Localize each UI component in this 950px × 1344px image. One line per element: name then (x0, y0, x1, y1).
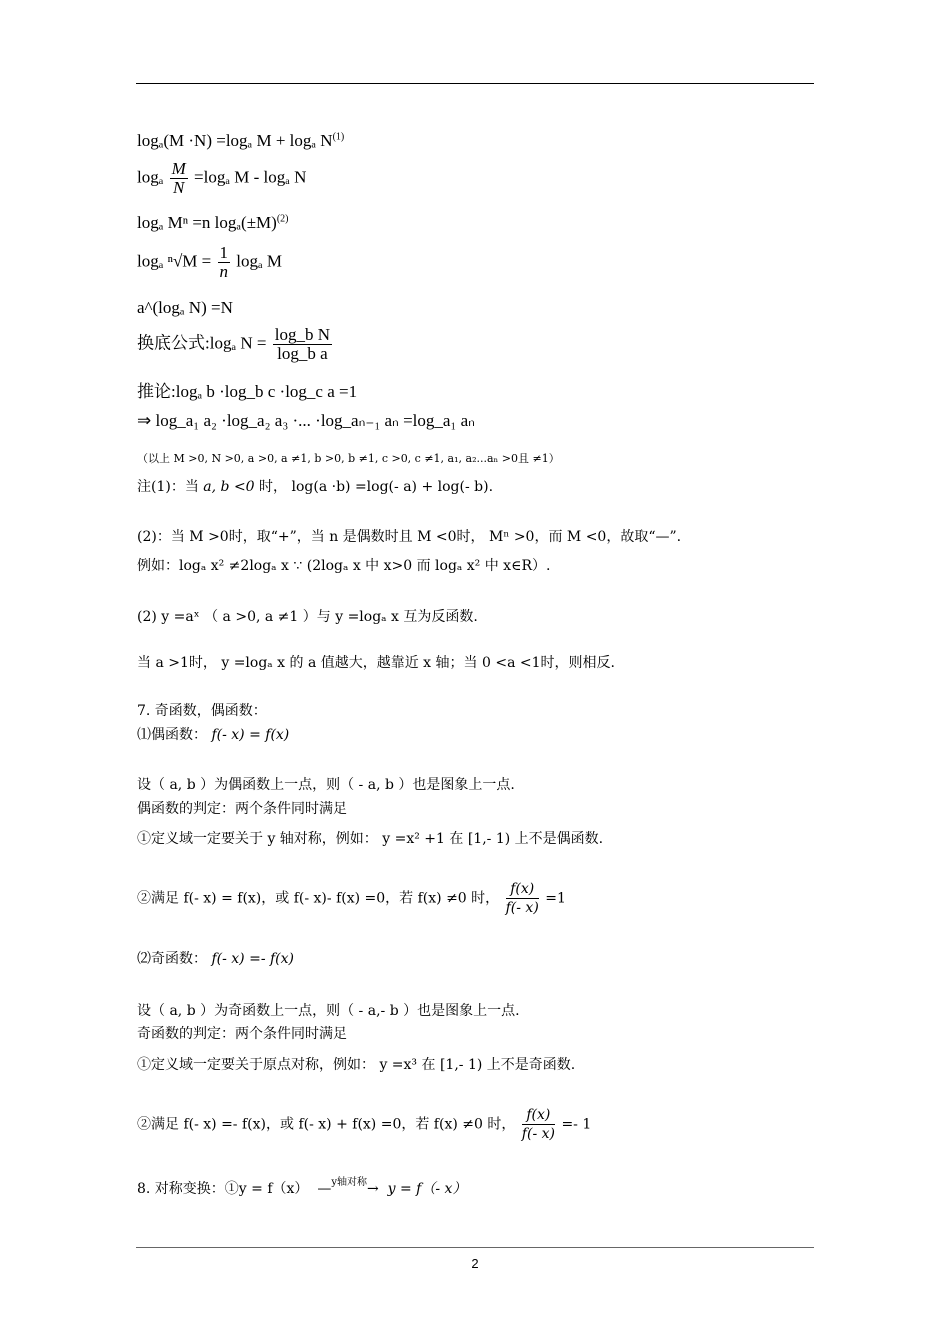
fraction-even-ratio: $\frac{f(x)}{f(- x)}$ (505, 881, 539, 916)
fraction-one-over-n: $\frac{1}{n}$ (219, 243, 229, 281)
condition-note: （以上 M >0, N >0, a >0, a ≠1, b >0, b ≠1, c >0, c ≠1, a₁, a₂...aₙ >0且 ≠1） (137, 452, 560, 465)
arrow-icon: —$^{y轴对称}$→ (312, 1177, 384, 1197)
inverse-function-behavior: 当 a >1时， y =logₐ x 的 a 值越大，越靠近 x 轴；当 0 <a <1时，则相反. (137, 655, 615, 671)
odd-function-definition: ⑵奇函数： f(- x) =- f(x) (137, 951, 294, 967)
fraction-change-of-base: $\frac{\text{log\_b N}}{\text{log\_b a}}$ (274, 325, 330, 363)
formula-change-of-base: 换底公式:logₐ N = $\frac{\text{log\_b N}}{\text{log\_b a}}$ (137, 325, 330, 363)
even-function-point: 设（ a, b ）为偶函数上一点，则（ - a, b ）也是图象上一点. (137, 777, 515, 793)
note-1: 注(1)：当 a, b <0 时， log(a ·b) =log(- a) + log(- b). (137, 479, 494, 495)
note-2-example: 例如：logₐ x² ≠2logₐ x ∵ (2logₐ x 中 x>0 而 logₐ x² 中 x∈R）. (137, 558, 551, 574)
fraction-odd-ratio: $\frac{f(x)}{f(- x)}$ (521, 1107, 555, 1142)
formula-log-power: logₐ Mⁿ =n $\log_a(\pm M)^{(2)}$ (137, 213, 289, 232)
formula-log-root: logₐ ⁿ√M = $\frac{1}{n}$ logₐ M (137, 243, 283, 281)
section-7-title: 7. 奇函数，偶函数： (137, 703, 267, 719)
formula-exp-log-identity: a^(logₐ N) =N (137, 298, 233, 317)
inverse-function-note: (2) y =aˣ （ a >0, a ≠1 ）与 y =logₐ x 互为反函数. (137, 609, 478, 625)
formula-log-product: logₐ(M ·N) =logₐ M + logₐ $N^{(1)}$ (137, 131, 345, 150)
footnote-mark-1: (1) (332, 131, 345, 143)
formula-corollary-chain: ⇒ log_a₁ a₂ ·log_a₂ a₃ ·... ·log_aₙ₋₁ aₙ =log_a₁ aₙ (137, 411, 475, 430)
note-2: (2)：当 M >0时，取“+”，当 n 是偶数时且 M <0时， Mⁿ >0，而 M <0，故取“—”. (137, 529, 682, 545)
footer-rule (136, 1247, 814, 1248)
even-function-definition: ⑴偶函数： f(- x) = f(x) (137, 727, 290, 743)
odd-function-condition-1: ①定义域一定要关于原点对称，例如： y =x³ 在 [1,- 1) 上不是奇函数. (137, 1057, 576, 1073)
odd-function-point: 设（ a, b ）为奇函数上一点，则（ - a,- b ）也是图象上一点. (137, 1003, 520, 1019)
even-function-condition-1: ①定义域一定要关于 y 轴对称，例如： y =x² +1 在 [1,- 1) 上不是偶函数. (137, 831, 604, 847)
even-function-criteria: 偶函数的判定：两个条件同时满足 (137, 801, 347, 817)
section-8-symmetry: 8. 对称变换：①y = f（x） —$^{y轴对称}$→ y = f（- x） (137, 1177, 467, 1197)
formula-corollary: 推论:logₐ b ·log_b c ·log_c a =1 (137, 382, 358, 401)
even-function-condition-2: ②满足 f(- x) = f(x)，或 f(- x)- f(x) =0，若 f(x) ≠0 时， $\frac{f(x)}{f(- x)}$ =1 (137, 881, 566, 916)
header-rule (136, 83, 814, 84)
page-number: 2 (471, 1256, 479, 1271)
footnote-mark-2: (2) (276, 213, 289, 225)
odd-function-criteria: 奇函数的判定：两个条件同时满足 (137, 1026, 347, 1042)
fraction-m-over-n: $\frac{M}{N}$ (171, 159, 186, 197)
formula-log-quotient: logₐ $\frac{M}{N}$ =logₐ M - logₐ N (137, 159, 307, 197)
odd-function-condition-2: ②满足 f(- x) =- f(x)，或 f(- x) + f(x) =0，若 f(x) ≠0 时， $\frac{f(x)}{f(- x)}$ =- 1 (137, 1107, 592, 1142)
